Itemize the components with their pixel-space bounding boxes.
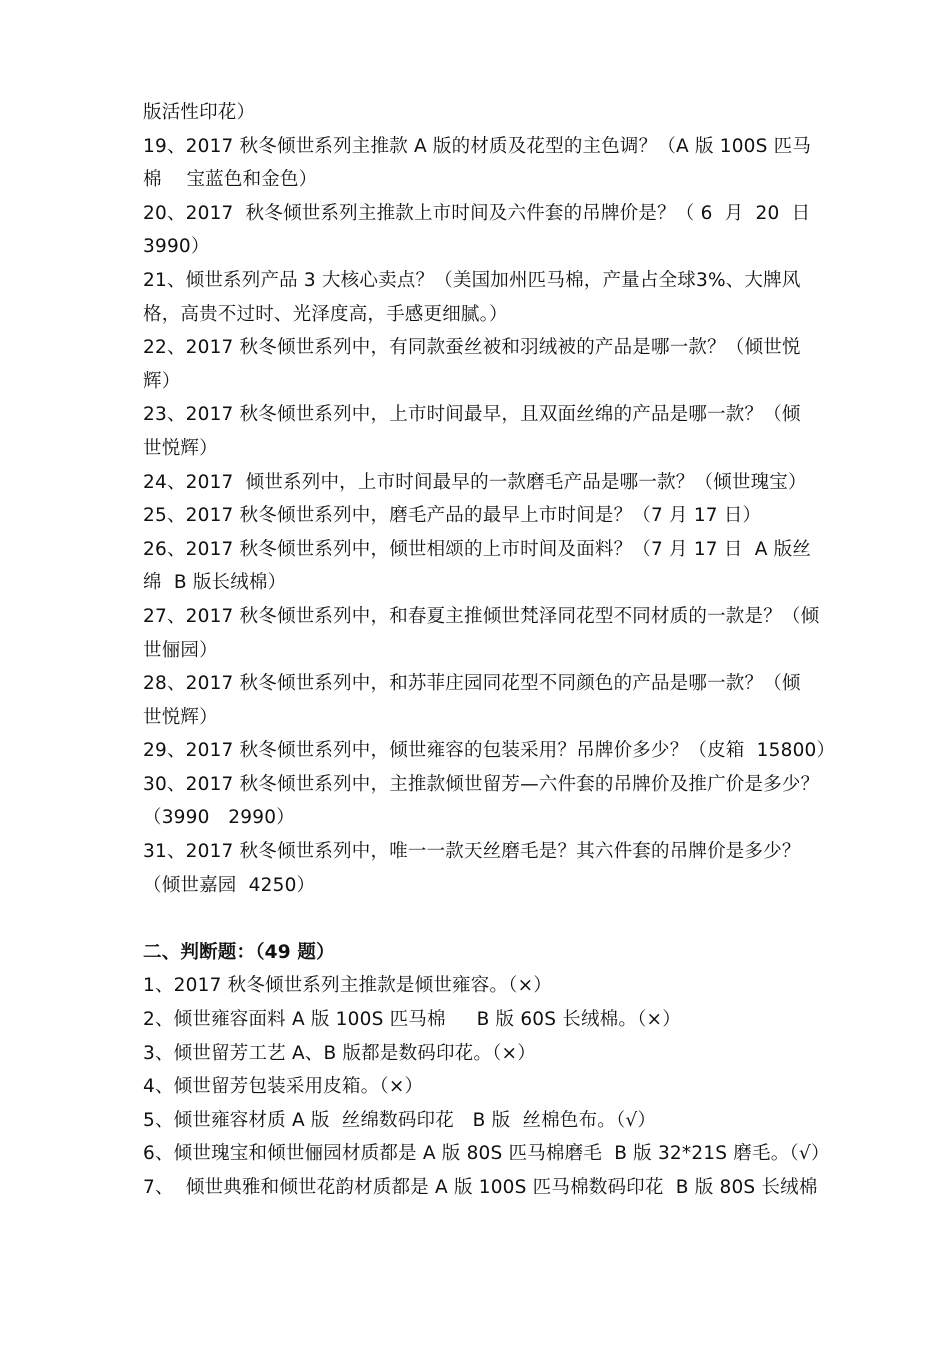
text-line: 3990） — [143, 236, 210, 258]
text-line: （3990 2990） — [143, 807, 295, 829]
text-line: 22、2017 秋冬倾世系列中，有同款蚕丝被和羽绒被的产品是哪一款？（倾世悦 — [143, 337, 801, 359]
text-line: （倾世嘉园 4250） — [143, 874, 316, 896]
text-line: 辉） — [143, 370, 181, 392]
text-line: 25、2017 秋冬倾世系列中，磨毛产品的最早上市时间是？（7 月 17 日） — [143, 505, 762, 527]
text-line: 26、2017 秋冬倾世系列中，倾世相颂的上市时间及面料？（7 月 17 日 A 版丝 — [143, 538, 812, 560]
judgment-line: 7、 倾世典雅和倾世花韵材质都是 A 版 100S 匹马棉数码印花 B 版 80S 长绒棉 — [143, 1177, 818, 1198]
text-line: 棉 宝蓝色和金色） — [143, 169, 318, 191]
judgment-line: 5、倾世雍容材质 A 版 丝绵数码印花 B 版 丝棉色布。（√） — [143, 1109, 657, 1131]
judgment-line: 1、2017 秋冬倾世系列主推款是倾世雍容。（×） — [143, 975, 552, 997]
text-line: 绵 B 版长绒棉） — [143, 572, 287, 594]
text-line: 世悦辉） — [143, 706, 218, 728]
text-line: 版活性印花） — [143, 102, 256, 123]
text-line: 29、2017 秋冬倾世系列中，倾世雍容的包装采用？吊牌价多少？（皮箱 15800） — [143, 740, 836, 762]
text-line: 19、2017 秋冬倾世系列主推款 A 版的材质及花型的主色调？（A 版 100S 匹马 — [143, 135, 812, 157]
text-line: 格，高贵不过时、光泽度高，手感更细腻。） — [143, 303, 508, 325]
text-line: 世俪园） — [143, 639, 218, 661]
text-line: 21、倾世系列产品 3 大核心卖点？（美国加州匹马棉，产量占全球3%、大牌风 — [143, 269, 801, 291]
section-gap — [143, 902, 833, 936]
judgment-list — [143, 969, 833, 1204]
judgment-line: 6、倾世瑰宝和倾世俪园材质都是 A 版 80S 匹马棉磨毛 B 版 32*21S 磨毛。（√） — [143, 1143, 830, 1165]
text-line: 世悦辉） — [143, 437, 218, 459]
judgment-line: 4、倾世留芳包装采用皮箱。（×） — [143, 1076, 424, 1098]
document-body — [143, 96, 836, 1205]
text-line: 28、2017 秋冬倾世系列中，和苏菲庄园同花型不同颜色的产品是哪一款？（倾 — [143, 673, 801, 695]
text-line: 24、2017 倾世系列中，上市时间最早的一款磨毛产品是哪一款？（倾世瑰宝） — [143, 471, 807, 493]
section-heading: 二、判断题：（49 题） — [143, 941, 335, 963]
text-line: 20、2017 秋冬倾世系列主推款上市时间及六件套的吊牌价是？（ 6 月 20 日 — [143, 202, 811, 224]
text-line: 23、2017 秋冬倾世系列中，上市时间最早，且双面丝绵的产品是哪一款？（倾 — [143, 404, 801, 426]
judgment-line: 2、倾世雍容面料 A 版 100S 匹马棉 B 版 60S 长绒棉。（×） — [143, 1009, 681, 1031]
question-list — [143, 96, 836, 902]
text-line: 27、2017 秋冬倾世系列中，和春夏主推倾世梵泽同花型不同材质的一款是？（倾 — [143, 605, 820, 627]
text-line: 30、2017 秋冬倾世系列中，主推款倾世留芳—六件套的吊牌价及推广价是多少？ — [143, 773, 820, 795]
text-line: 31、2017 秋冬倾世系列中，唯一一款天丝磨毛是？其六件套的吊牌价是多少？ — [143, 841, 801, 863]
judgment-line: 3、倾世留芳工艺 A、B 版都是数码印花。（×） — [143, 1042, 536, 1064]
